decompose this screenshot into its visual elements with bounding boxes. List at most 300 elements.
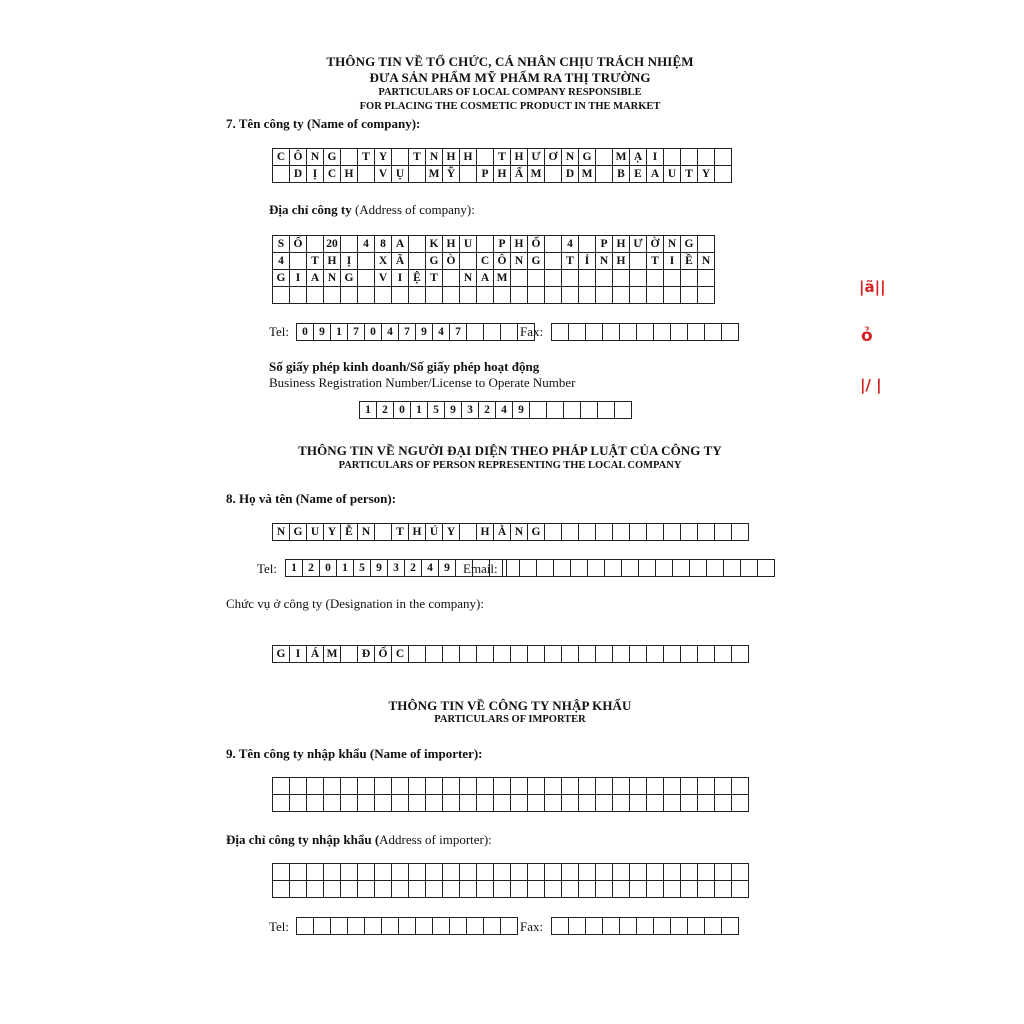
- char-cell[interactable]: T: [358, 149, 375, 166]
- char-cell[interactable]: H: [443, 149, 460, 166]
- char-cell[interactable]: [341, 778, 358, 795]
- char-cell[interactable]: G: [681, 236, 698, 253]
- char-cell[interactable]: [681, 524, 698, 541]
- char-cell[interactable]: H: [613, 253, 630, 270]
- char-cell[interactable]: [562, 287, 579, 304]
- char-cell[interactable]: [681, 270, 698, 287]
- char-cell[interactable]: H: [477, 524, 494, 541]
- char-cell[interactable]: [715, 524, 732, 541]
- char-cell[interactable]: [409, 881, 426, 898]
- char-cell[interactable]: [545, 795, 562, 812]
- char-cell[interactable]: S: [273, 236, 290, 253]
- char-cell[interactable]: [698, 149, 715, 166]
- char-cell[interactable]: [715, 778, 732, 795]
- char-cell[interactable]: [375, 778, 392, 795]
- char-cell[interactable]: [409, 778, 426, 795]
- char-cell[interactable]: [598, 402, 615, 419]
- char-cell[interactable]: [630, 881, 647, 898]
- char-cell[interactable]: [511, 864, 528, 881]
- char-cell[interactable]: 9: [371, 560, 388, 577]
- char-cell[interactable]: [732, 795, 749, 812]
- char-cell[interactable]: [341, 287, 358, 304]
- char-cell[interactable]: [341, 795, 358, 812]
- char-cell[interactable]: H: [443, 236, 460, 253]
- char-cell[interactable]: 4: [273, 253, 290, 270]
- char-cell[interactable]: N: [664, 236, 681, 253]
- char-cell[interactable]: Y: [375, 149, 392, 166]
- char-cell[interactable]: Ò: [443, 253, 460, 270]
- char-cell[interactable]: [324, 881, 341, 898]
- char-cell[interactable]: [324, 864, 341, 881]
- char-cell[interactable]: 3: [462, 402, 479, 419]
- char-cell[interactable]: [273, 795, 290, 812]
- char-cell[interactable]: 4: [496, 402, 513, 419]
- char-cell[interactable]: 2: [377, 402, 394, 419]
- char-cell[interactable]: 1: [411, 402, 428, 419]
- char-cell[interactable]: E: [630, 166, 647, 183]
- char-cell[interactable]: [654, 324, 671, 341]
- char-cell[interactable]: 7: [399, 324, 416, 341]
- char-cell[interactable]: [630, 795, 647, 812]
- char-cell[interactable]: [545, 864, 562, 881]
- char-cell[interactable]: [681, 864, 698, 881]
- char-cell[interactable]: [564, 402, 581, 419]
- char-cell[interactable]: [530, 402, 547, 419]
- char-cell[interactable]: N: [698, 253, 715, 270]
- char-cell[interactable]: [358, 795, 375, 812]
- char-cell[interactable]: [503, 560, 520, 577]
- char-cell[interactable]: [528, 864, 545, 881]
- char-cell[interactable]: Ố: [375, 646, 392, 663]
- char-cell[interactable]: [477, 864, 494, 881]
- char-cell[interactable]: [586, 918, 603, 935]
- char-cell[interactable]: [681, 795, 698, 812]
- char-cell[interactable]: T: [409, 149, 426, 166]
- char-cell[interactable]: [698, 881, 715, 898]
- char-cell[interactable]: [426, 864, 443, 881]
- char-cell[interactable]: [409, 253, 426, 270]
- person-name-grid[interactable]: [272, 523, 749, 541]
- char-cell[interactable]: N: [596, 253, 613, 270]
- char-cell[interactable]: [579, 795, 596, 812]
- char-cell[interactable]: [375, 864, 392, 881]
- char-cell[interactable]: [596, 646, 613, 663]
- char-cell[interactable]: H: [613, 236, 630, 253]
- char-cell[interactable]: H: [409, 524, 426, 541]
- char-cell[interactable]: [579, 270, 596, 287]
- char-cell[interactable]: N: [460, 270, 477, 287]
- char-cell[interactable]: [477, 778, 494, 795]
- char-cell[interactable]: G: [528, 524, 545, 541]
- char-cell[interactable]: [705, 918, 722, 935]
- char-cell[interactable]: 0: [394, 402, 411, 419]
- char-cell[interactable]: P: [477, 166, 494, 183]
- char-cell[interactable]: [603, 918, 620, 935]
- char-cell[interactable]: N: [426, 149, 443, 166]
- char-cell[interactable]: [664, 795, 681, 812]
- char-cell[interactable]: [622, 560, 639, 577]
- char-cell[interactable]: [494, 646, 511, 663]
- char-cell[interactable]: D: [290, 166, 307, 183]
- char-cell[interactable]: 4: [433, 324, 450, 341]
- char-cell[interactable]: [324, 287, 341, 304]
- char-cell[interactable]: [681, 646, 698, 663]
- char-cell[interactable]: [562, 524, 579, 541]
- char-cell[interactable]: [341, 149, 358, 166]
- char-cell[interactable]: [477, 881, 494, 898]
- char-cell[interactable]: [341, 236, 358, 253]
- char-cell[interactable]: [722, 918, 739, 935]
- char-cell[interactable]: [707, 560, 724, 577]
- char-cell[interactable]: Á: [307, 646, 324, 663]
- char-cell[interactable]: [639, 560, 656, 577]
- char-cell[interactable]: Ễ: [341, 524, 358, 541]
- char-cell[interactable]: Ỉ: [579, 253, 596, 270]
- char-cell[interactable]: [545, 166, 562, 183]
- char-cell[interactable]: [477, 646, 494, 663]
- char-cell[interactable]: [426, 795, 443, 812]
- char-cell[interactable]: [620, 324, 637, 341]
- char-cell[interactable]: [681, 778, 698, 795]
- char-cell[interactable]: I: [392, 270, 409, 287]
- char-cell[interactable]: I: [290, 270, 307, 287]
- char-cell[interactable]: Y: [698, 166, 715, 183]
- char-cell[interactable]: [647, 795, 664, 812]
- char-cell[interactable]: [382, 918, 399, 935]
- char-cell[interactable]: Ẩ: [511, 166, 528, 183]
- char-cell[interactable]: [637, 918, 654, 935]
- char-cell[interactable]: [467, 918, 484, 935]
- char-cell[interactable]: N: [562, 149, 579, 166]
- char-cell[interactable]: [656, 560, 673, 577]
- char-cell[interactable]: [673, 560, 690, 577]
- char-cell[interactable]: 4: [382, 324, 399, 341]
- char-cell[interactable]: [409, 646, 426, 663]
- char-cell[interactable]: C: [392, 646, 409, 663]
- char-cell[interactable]: [545, 270, 562, 287]
- char-cell[interactable]: 0: [297, 324, 314, 341]
- char-cell[interactable]: [477, 795, 494, 812]
- char-cell[interactable]: 2: [405, 560, 422, 577]
- char-cell[interactable]: [630, 524, 647, 541]
- company-fax-grid[interactable]: [551, 323, 739, 341]
- char-cell[interactable]: M: [579, 166, 596, 183]
- char-cell[interactable]: 1: [360, 402, 377, 419]
- char-cell[interactable]: [715, 795, 732, 812]
- char-cell[interactable]: [290, 287, 307, 304]
- char-cell[interactable]: [273, 166, 290, 183]
- char-cell[interactable]: [477, 236, 494, 253]
- char-cell[interactable]: G: [290, 524, 307, 541]
- char-cell[interactable]: [654, 918, 671, 935]
- char-cell[interactable]: [715, 646, 732, 663]
- char-cell[interactable]: 5: [428, 402, 445, 419]
- char-cell[interactable]: Ị: [307, 166, 324, 183]
- char-cell[interactable]: M: [426, 166, 443, 183]
- char-cell[interactable]: 4: [562, 236, 579, 253]
- char-cell[interactable]: [460, 778, 477, 795]
- importer-tel-grid[interactable]: [296, 917, 518, 935]
- char-cell[interactable]: [681, 149, 698, 166]
- char-cell[interactable]: [426, 287, 443, 304]
- char-cell[interactable]: [290, 881, 307, 898]
- char-cell[interactable]: T: [681, 166, 698, 183]
- char-cell[interactable]: [562, 270, 579, 287]
- char-cell[interactable]: [273, 287, 290, 304]
- char-cell[interactable]: [501, 918, 518, 935]
- char-cell[interactable]: [375, 524, 392, 541]
- char-cell[interactable]: [460, 253, 477, 270]
- char-cell[interactable]: [460, 287, 477, 304]
- char-cell[interactable]: [392, 864, 409, 881]
- char-cell[interactable]: [511, 881, 528, 898]
- char-cell[interactable]: [358, 166, 375, 183]
- char-cell[interactable]: [409, 287, 426, 304]
- char-cell[interactable]: [732, 864, 749, 881]
- char-cell[interactable]: [511, 795, 528, 812]
- char-cell[interactable]: [375, 287, 392, 304]
- char-cell[interactable]: [605, 560, 622, 577]
- char-cell[interactable]: [613, 646, 630, 663]
- char-cell[interactable]: [732, 646, 749, 663]
- char-cell[interactable]: Ụ: [392, 166, 409, 183]
- char-cell[interactable]: [307, 287, 324, 304]
- char-cell[interactable]: [331, 918, 348, 935]
- char-cell[interactable]: [698, 864, 715, 881]
- char-cell[interactable]: [613, 864, 630, 881]
- char-cell[interactable]: [443, 287, 460, 304]
- char-cell[interactable]: 1: [331, 324, 348, 341]
- char-cell[interactable]: [358, 270, 375, 287]
- char-cell[interactable]: C: [324, 166, 341, 183]
- char-cell[interactable]: H: [511, 236, 528, 253]
- char-cell[interactable]: B: [613, 166, 630, 183]
- char-cell[interactable]: [664, 149, 681, 166]
- char-cell[interactable]: [547, 402, 564, 419]
- char-cell[interactable]: [671, 918, 688, 935]
- char-cell[interactable]: [613, 778, 630, 795]
- char-cell[interactable]: [715, 166, 732, 183]
- char-cell[interactable]: [460, 166, 477, 183]
- char-cell[interactable]: [732, 524, 749, 541]
- char-cell[interactable]: [579, 646, 596, 663]
- char-cell[interactable]: [443, 881, 460, 898]
- char-cell[interactable]: 9: [416, 324, 433, 341]
- char-cell[interactable]: [630, 646, 647, 663]
- char-cell[interactable]: [698, 778, 715, 795]
- char-cell[interactable]: 4: [358, 236, 375, 253]
- char-cell[interactable]: [443, 778, 460, 795]
- char-cell[interactable]: Ố: [290, 236, 307, 253]
- char-cell[interactable]: T: [647, 253, 664, 270]
- char-cell[interactable]: [554, 560, 571, 577]
- char-cell[interactable]: [664, 881, 681, 898]
- char-cell[interactable]: [307, 795, 324, 812]
- char-cell[interactable]: [477, 287, 494, 304]
- char-cell[interactable]: [569, 324, 586, 341]
- char-cell[interactable]: [348, 918, 365, 935]
- char-cell[interactable]: H: [460, 149, 477, 166]
- char-cell[interactable]: N: [324, 270, 341, 287]
- char-cell[interactable]: [307, 236, 324, 253]
- char-cell[interactable]: [443, 646, 460, 663]
- char-cell[interactable]: H: [511, 149, 528, 166]
- char-cell[interactable]: 7: [348, 324, 365, 341]
- char-cell[interactable]: [494, 881, 511, 898]
- char-cell[interactable]: [358, 881, 375, 898]
- char-cell[interactable]: [409, 236, 426, 253]
- char-cell[interactable]: 7: [450, 324, 467, 341]
- char-cell[interactable]: [715, 864, 732, 881]
- char-cell[interactable]: G: [273, 646, 290, 663]
- char-cell[interactable]: Ề: [681, 253, 698, 270]
- license-number-grid[interactable]: [359, 401, 632, 419]
- char-cell[interactable]: [664, 646, 681, 663]
- char-cell[interactable]: [722, 324, 739, 341]
- char-cell[interactable]: H: [494, 166, 511, 183]
- char-cell[interactable]: [724, 560, 741, 577]
- char-cell[interactable]: C: [273, 149, 290, 166]
- char-cell[interactable]: [630, 778, 647, 795]
- char-cell[interactable]: [365, 918, 382, 935]
- char-cell[interactable]: [443, 270, 460, 287]
- char-cell[interactable]: [324, 778, 341, 795]
- char-cell[interactable]: [375, 795, 392, 812]
- char-cell[interactable]: [341, 864, 358, 881]
- char-cell[interactable]: T: [494, 149, 511, 166]
- char-cell[interactable]: [545, 524, 562, 541]
- char-cell[interactable]: 3: [388, 560, 405, 577]
- char-cell[interactable]: [273, 778, 290, 795]
- char-cell[interactable]: N: [273, 524, 290, 541]
- char-cell[interactable]: [688, 324, 705, 341]
- char-cell[interactable]: [392, 149, 409, 166]
- char-cell[interactable]: 1: [337, 560, 354, 577]
- char-cell[interactable]: X: [375, 253, 392, 270]
- char-cell[interactable]: 1: [286, 560, 303, 577]
- char-cell[interactable]: 2: [303, 560, 320, 577]
- char-cell[interactable]: V: [375, 270, 392, 287]
- char-cell[interactable]: [409, 166, 426, 183]
- char-cell[interactable]: [630, 253, 647, 270]
- char-cell[interactable]: [494, 778, 511, 795]
- char-cell[interactable]: [647, 524, 664, 541]
- char-cell[interactable]: G: [273, 270, 290, 287]
- char-cell[interactable]: [698, 646, 715, 663]
- char-cell[interactable]: 5: [354, 560, 371, 577]
- char-cell[interactable]: [715, 881, 732, 898]
- char-cell[interactable]: [426, 881, 443, 898]
- char-cell[interactable]: [562, 646, 579, 663]
- designation-grid[interactable]: [272, 645, 749, 663]
- char-cell[interactable]: [637, 324, 654, 341]
- char-cell[interactable]: A: [477, 270, 494, 287]
- company-name-grid[interactable]: [272, 148, 732, 183]
- char-cell[interactable]: [698, 524, 715, 541]
- char-cell[interactable]: I: [290, 646, 307, 663]
- char-cell[interactable]: Ố: [528, 236, 545, 253]
- char-cell[interactable]: Ú: [426, 524, 443, 541]
- char-cell[interactable]: [297, 918, 314, 935]
- char-cell[interactable]: M: [324, 646, 341, 663]
- char-cell[interactable]: 9: [513, 402, 530, 419]
- importer-fax-grid[interactable]: [551, 917, 739, 935]
- char-cell[interactable]: [613, 881, 630, 898]
- char-cell[interactable]: [460, 795, 477, 812]
- char-cell[interactable]: [528, 778, 545, 795]
- char-cell[interactable]: [358, 778, 375, 795]
- char-cell[interactable]: Ã: [392, 253, 409, 270]
- char-cell[interactable]: [511, 646, 528, 663]
- char-cell[interactable]: [484, 324, 501, 341]
- char-cell[interactable]: [290, 253, 307, 270]
- char-cell[interactable]: [579, 524, 596, 541]
- char-cell[interactable]: [273, 864, 290, 881]
- char-cell[interactable]: Ư: [630, 236, 647, 253]
- char-cell[interactable]: T: [562, 253, 579, 270]
- char-cell[interactable]: Ư: [528, 149, 545, 166]
- char-cell[interactable]: [705, 324, 722, 341]
- char-cell[interactable]: [528, 270, 545, 287]
- char-cell[interactable]: [450, 918, 467, 935]
- importer-name-grid[interactable]: [272, 777, 749, 812]
- char-cell[interactable]: [358, 864, 375, 881]
- char-cell[interactable]: [528, 795, 545, 812]
- char-cell[interactable]: U: [664, 166, 681, 183]
- char-cell[interactable]: [460, 864, 477, 881]
- char-cell[interactable]: [494, 287, 511, 304]
- char-cell[interactable]: 8: [375, 236, 392, 253]
- char-cell[interactable]: [375, 881, 392, 898]
- char-cell[interactable]: [698, 287, 715, 304]
- char-cell[interactable]: [537, 560, 554, 577]
- char-cell[interactable]: H: [341, 166, 358, 183]
- char-cell[interactable]: [647, 778, 664, 795]
- char-cell[interactable]: [581, 402, 598, 419]
- char-cell[interactable]: [741, 560, 758, 577]
- char-cell[interactable]: T: [426, 270, 443, 287]
- char-cell[interactable]: [562, 881, 579, 898]
- char-cell[interactable]: N: [511, 524, 528, 541]
- char-cell[interactable]: [341, 881, 358, 898]
- char-cell[interactable]: [562, 864, 579, 881]
- char-cell[interactable]: G: [341, 270, 358, 287]
- char-cell[interactable]: [443, 795, 460, 812]
- char-cell[interactable]: [545, 236, 562, 253]
- char-cell[interactable]: [681, 881, 698, 898]
- char-cell[interactable]: N: [358, 524, 375, 541]
- char-cell[interactable]: [732, 778, 749, 795]
- char-cell[interactable]: Y: [443, 524, 460, 541]
- char-cell[interactable]: [613, 795, 630, 812]
- char-cell[interactable]: [477, 149, 494, 166]
- char-cell[interactable]: [596, 149, 613, 166]
- char-cell[interactable]: [460, 524, 477, 541]
- char-cell[interactable]: [698, 270, 715, 287]
- char-cell[interactable]: P: [494, 236, 511, 253]
- char-cell[interactable]: [416, 918, 433, 935]
- char-cell[interactable]: G: [579, 149, 596, 166]
- char-cell[interactable]: [664, 287, 681, 304]
- char-cell[interactable]: [324, 795, 341, 812]
- char-cell[interactable]: [520, 560, 537, 577]
- char-cell[interactable]: [588, 560, 605, 577]
- char-cell[interactable]: [426, 778, 443, 795]
- char-cell[interactable]: [552, 918, 569, 935]
- char-cell[interactable]: [596, 270, 613, 287]
- person-email-grid[interactable]: [502, 559, 775, 577]
- char-cell[interactable]: [443, 864, 460, 881]
